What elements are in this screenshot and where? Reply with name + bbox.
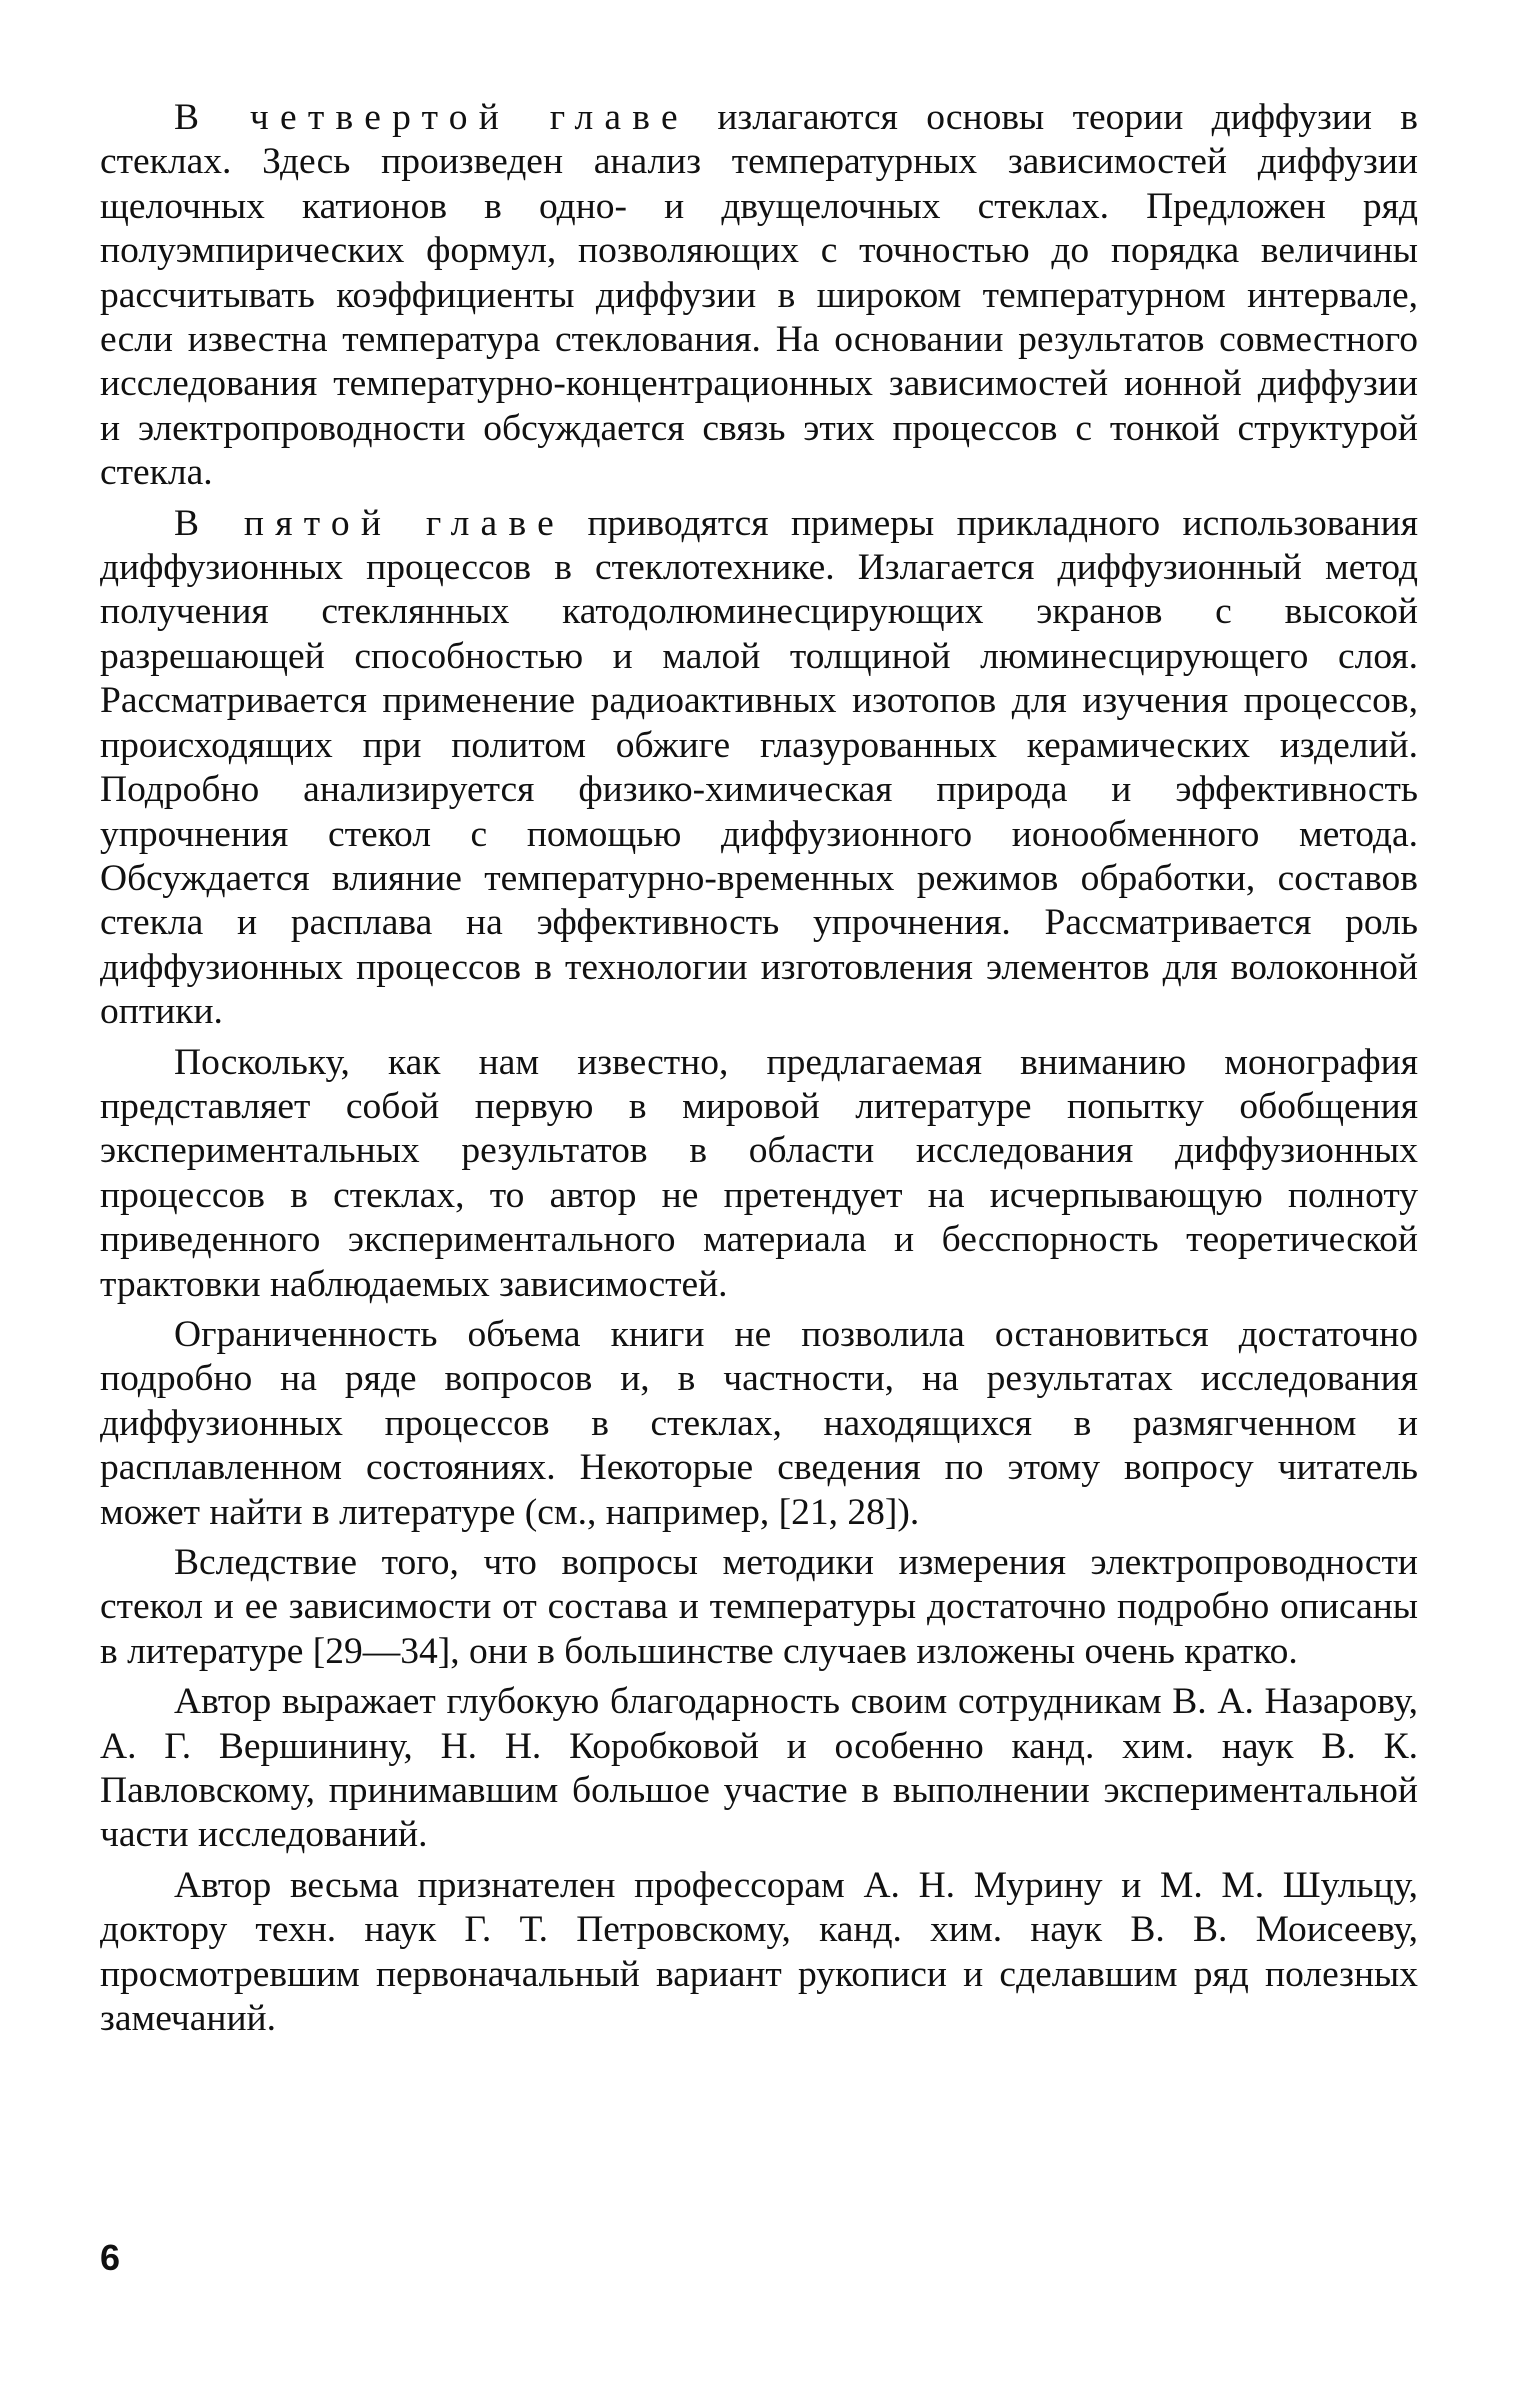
page-number: 6 xyxy=(100,2237,121,2278)
paragraph-lead: В пятой главе xyxy=(174,502,566,544)
paragraph-lead: В четвертой главе xyxy=(174,97,689,138)
paragraph-methods-note: Вследствие того, что вопросы методики измерения электропроводности стекол и ее зависимости от состава и температуры достаточно подробно описаны в литературе [29—34], они в большинстве случаев изложены очень кратко. xyxy=(100,1542,1418,1672)
paragraph-monograph-scope: Поскольку, как нам известно, предлагаемая вниманию монография представляет собой первую в мировой литературе попытку обобщения экспериментальных результатов в области исследования диффузионных процессов в стеклах, то автор не претендует на исчерпывающую полноту приведенного экспериментального материала и бесспорность теоретической трактовки наблюдаемых зависимостей. xyxy=(100,1041,1418,1305)
paragraph-text: приводятся примеры прикладного использования диффузионных процессов в стеклотехнике. Излагается диффузионный метод получения стеклянных катодолюминесцирующих экранов с высокой разрешающей способностью и малой толщиной люминесцирующего слоя. Рассматривается применение радиоактивных изотопов для изучения процессов, происходящих при политом обжиге глазурованных керамических изделий. Подробно анализируется физико-химическая природа и эффективность упрочнения стекол с помощью диффузионного ионообменного метода. Обсуждается влияние температурно-временных режимов обработки, составов стекла и расплава на эффективность упрочнения. Рассматривается роль диффузионных процессов в технологии изготовления элементов для волоконной оптики. xyxy=(100,502,1418,1033)
paragraph-acknowledgements-staff: Автор выражает глубокую благодарность своим сотрудникам В. А. Назарову, А. Г. Вершинину, Н. Н. Коробковой и особенно канд. хим. наук В. К. Павловскому, принимавшим большое участие в выполнении экспериментальной части исследований. xyxy=(100,1681,1418,1856)
paragraph-acknowledgements-reviewers: Автор весьма признателен профессорам А. Н. Мурину и М. М. Шульцу, доктору техн. наук Г. Т. Петровскому, канд. хим. наук В. В. Моисееву, просмотревшим первоначальный вариант рукописи и сделавшим ряд полезных замечаний. xyxy=(100,1864,1418,2040)
paragraph-book-limits: Ограниченность объема книги не позволила остановиться достаточно подробно на ряде вопросов и, в частности, на результатах исследования диффузионных процессов в стеклах, находящихся в размягченном и расплавленном состояниях. Некоторые сведения по этому вопросу читатель может найти в литературе (см., например, [21, 28]). xyxy=(100,1313,1418,1533)
paragraph-chapter-four xyxy=(100,96,1418,496)
paragraph-text: излагаются основы теории диффузии в стеклах. Здесь произведен анализ температурных зависимостей диффузии щелочных катионов в одно- и двущелочных стеклах. Предложен ряд полуэмпирических формул, позволяющих с точностью до порядка величины рассчитывать коэффициенты диффузии в широком температурном интервале, если известна температура стеклования. На основании результатов совместного исследования температурно-концентрационных зависимостей ионной диффузии и электропроводности обсуждается связь этих процессов с тонкой структурой стекла. xyxy=(100,97,1418,494)
paragraph-chapter-five xyxy=(100,502,1418,1035)
page-body xyxy=(100,96,1418,2047)
